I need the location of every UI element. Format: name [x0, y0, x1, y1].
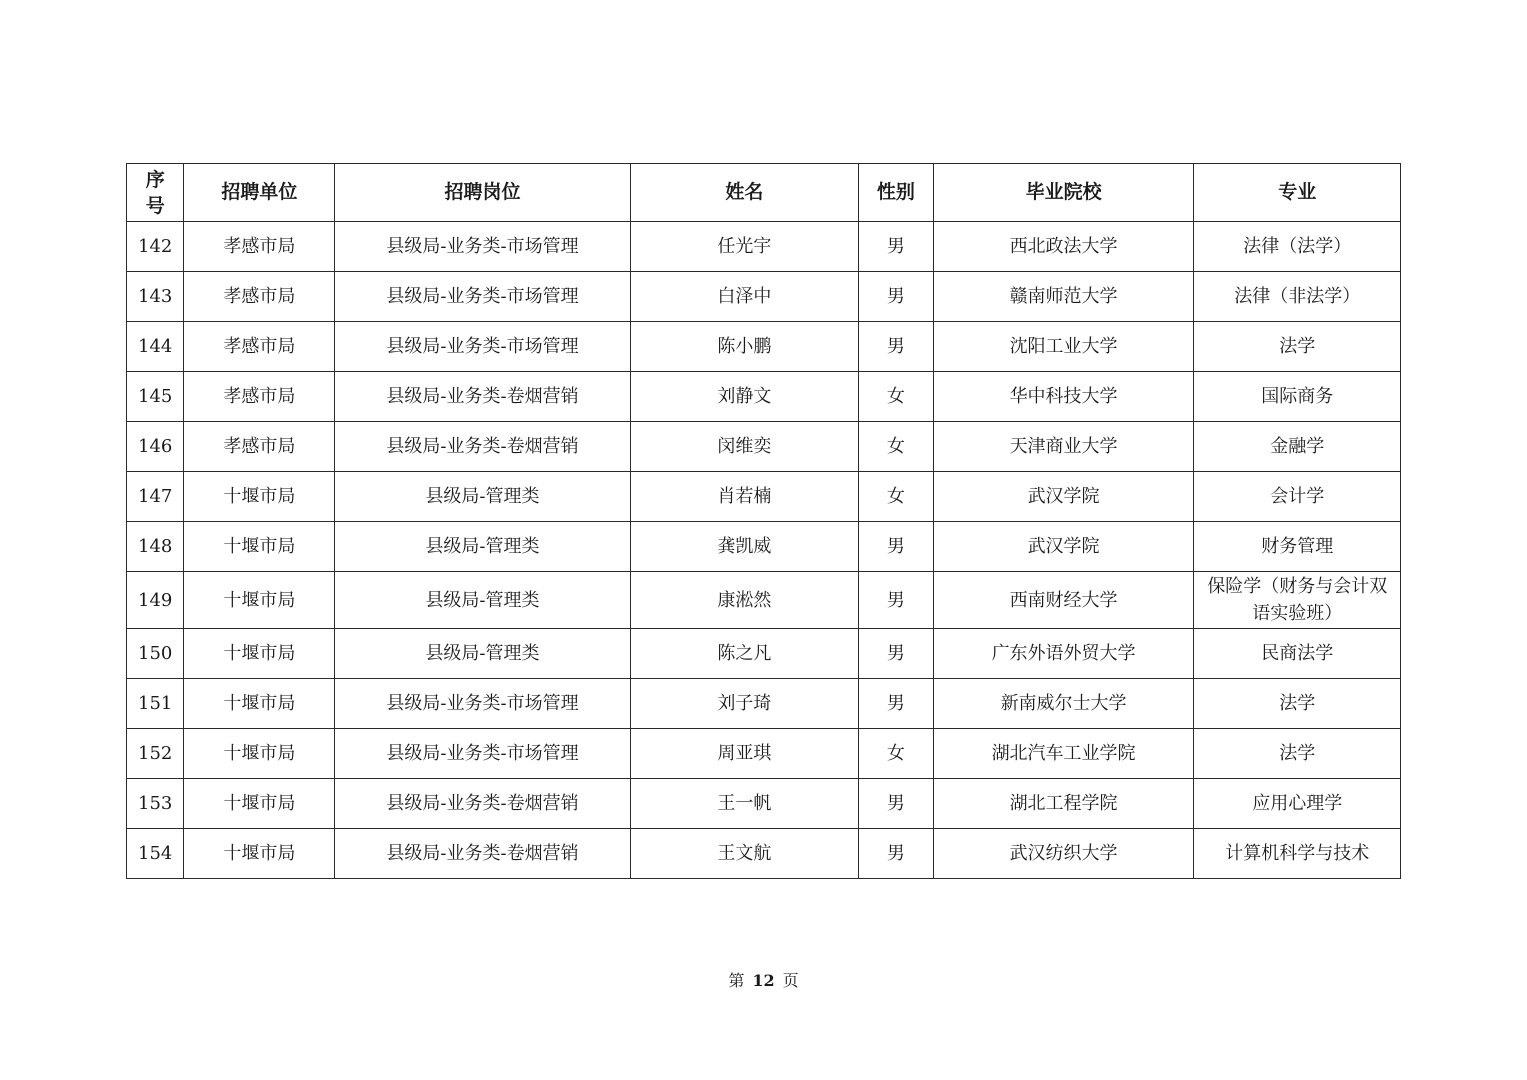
cell-unit: 十堰市局: [184, 829, 335, 879]
cell-unit: 孝感市局: [184, 372, 335, 422]
cell-unit: 十堰市局: [184, 779, 335, 829]
table-row: [127, 222, 1401, 272]
cell-unit: 十堰市局: [184, 522, 335, 572]
cell-school: 武汉纺织大学: [933, 829, 1194, 879]
cell-major: 民商法学: [1194, 629, 1401, 679]
cell-school: 天津商业大学: [933, 422, 1194, 472]
table-row: [127, 472, 1401, 522]
table-row: [127, 322, 1401, 372]
cell-name: 王文航: [630, 829, 859, 879]
cell-name: 任光宇: [630, 222, 859, 272]
page-number: 12: [752, 971, 775, 990]
cell-sex: 男: [859, 829, 934, 879]
cell-name: 闵维奕: [630, 422, 859, 472]
cell-major: 法律（非法学）: [1194, 272, 1401, 322]
cell-school: 华中科技大学: [933, 372, 1194, 422]
cell-seq: 151: [127, 679, 184, 729]
cell-name: 陈之凡: [630, 629, 859, 679]
cell-unit: 孝感市局: [184, 422, 335, 472]
cell-sex: 男: [859, 272, 934, 322]
cell-major: 法学: [1194, 729, 1401, 779]
cell-major: 法学: [1194, 322, 1401, 372]
cell-unit: 十堰市局: [184, 472, 335, 522]
table-row: [127, 372, 1401, 422]
cell-major: 法律（法学）: [1194, 222, 1401, 272]
cell-post: 县级局-业务类-卷烟营销: [335, 779, 630, 829]
cell-school: 武汉学院: [933, 522, 1194, 572]
cell-name: 白泽中: [630, 272, 859, 322]
table-row: [127, 729, 1401, 779]
cell-post: 县级局-业务类-市场管理: [335, 679, 630, 729]
cell-post: 县级局-管理类: [335, 629, 630, 679]
cell-major: 法学: [1194, 679, 1401, 729]
cell-seq: 153: [127, 779, 184, 829]
cell-sex: 女: [859, 372, 934, 422]
header-unit: 招聘单位: [184, 164, 335, 222]
cell-major: 财务管理: [1194, 522, 1401, 572]
cell-seq: 145: [127, 372, 184, 422]
cell-sex: 女: [859, 472, 934, 522]
cell-seq: 150: [127, 629, 184, 679]
table-header-row: [127, 164, 1401, 222]
recruitment-roster-table: [126, 163, 1401, 879]
header-post: 招聘岗位: [335, 164, 630, 222]
cell-school: 西北政法大学: [933, 222, 1194, 272]
cell-school: 赣南师范大学: [933, 272, 1194, 322]
cell-seq: 148: [127, 522, 184, 572]
cell-sex: 男: [859, 572, 934, 629]
cell-unit: 十堰市局: [184, 679, 335, 729]
cell-sex: 女: [859, 729, 934, 779]
cell-major: 会计学: [1194, 472, 1401, 522]
table-row: [127, 829, 1401, 879]
table-row: [127, 679, 1401, 729]
cell-post: 县级局-管理类: [335, 572, 630, 629]
cell-seq: 154: [127, 829, 184, 879]
cell-major: 金融学: [1194, 422, 1401, 472]
cell-name: 王一帆: [630, 779, 859, 829]
header-major: 专业: [1194, 164, 1401, 222]
cell-major: 应用心理学: [1194, 779, 1401, 829]
cell-name: 周亚琪: [630, 729, 859, 779]
cell-sex: 男: [859, 779, 934, 829]
cell-seq: 146: [127, 422, 184, 472]
table-body: [127, 222, 1401, 879]
cell-seq: 143: [127, 272, 184, 322]
table-row: [127, 522, 1401, 572]
cell-seq: 149: [127, 572, 184, 629]
cell-sex: 男: [859, 322, 934, 372]
cell-seq: 144: [127, 322, 184, 372]
cell-unit: 孝感市局: [184, 272, 335, 322]
cell-sex: 男: [859, 679, 934, 729]
table-row: [127, 422, 1401, 472]
table-row: [127, 629, 1401, 679]
cell-major: 国际商务: [1194, 372, 1401, 422]
cell-unit: 十堰市局: [184, 629, 335, 679]
table-row: [127, 779, 1401, 829]
cell-school: 湖北工程学院: [933, 779, 1194, 829]
cell-sex: 女: [859, 422, 934, 472]
cell-post: 县级局-业务类-卷烟营销: [335, 372, 630, 422]
cell-seq: 152: [127, 729, 184, 779]
cell-unit: 十堰市局: [184, 729, 335, 779]
cell-unit: 十堰市局: [184, 572, 335, 629]
cell-sex: 男: [859, 629, 934, 679]
cell-name: 刘静文: [630, 372, 859, 422]
cell-major: 保险学（财务与会计双语实验班）: [1194, 572, 1401, 629]
cell-major: 计算机科学与技术: [1194, 829, 1401, 879]
cell-sex: 男: [859, 522, 934, 572]
header-school: 毕业院校: [933, 164, 1194, 222]
header-name: 姓名: [630, 164, 859, 222]
cell-name: 肖若楠: [630, 472, 859, 522]
cell-name: 康淞然: [630, 572, 859, 629]
cell-post: 县级局-业务类-卷烟营销: [335, 829, 630, 879]
cell-name: 龚凯威: [630, 522, 859, 572]
header-seq: 序号: [127, 164, 184, 222]
table-row: [127, 572, 1401, 629]
cell-school: 广东外语外贸大学: [933, 629, 1194, 679]
cell-name: 陈小鹏: [630, 322, 859, 372]
cell-post: 县级局-管理类: [335, 472, 630, 522]
page-footer: [0, 968, 1527, 991]
cell-post: 县级局-管理类: [335, 522, 630, 572]
cell-seq: 142: [127, 222, 184, 272]
cell-post: 县级局-业务类-卷烟营销: [335, 422, 630, 472]
cell-name: 刘子琦: [630, 679, 859, 729]
footer-suffix: 页: [782, 971, 799, 990]
cell-sex: 男: [859, 222, 934, 272]
cell-school: 西南财经大学: [933, 572, 1194, 629]
cell-post: 县级局-业务类-市场管理: [335, 272, 630, 322]
cell-school: 武汉学院: [933, 472, 1194, 522]
cell-unit: 孝感市局: [184, 222, 335, 272]
footer-prefix: 第: [728, 971, 745, 990]
header-sex: 性别: [859, 164, 934, 222]
cell-school: 湖北汽车工业学院: [933, 729, 1194, 779]
cell-seq: 147: [127, 472, 184, 522]
cell-school: 新南威尔士大学: [933, 679, 1194, 729]
cell-post: 县级局-业务类-市场管理: [335, 222, 630, 272]
cell-post: 县级局-业务类-市场管理: [335, 729, 630, 779]
table-row: [127, 272, 1401, 322]
cell-school: 沈阳工业大学: [933, 322, 1194, 372]
cell-post: 县级局-业务类-市场管理: [335, 322, 630, 372]
cell-unit: 孝感市局: [184, 322, 335, 372]
